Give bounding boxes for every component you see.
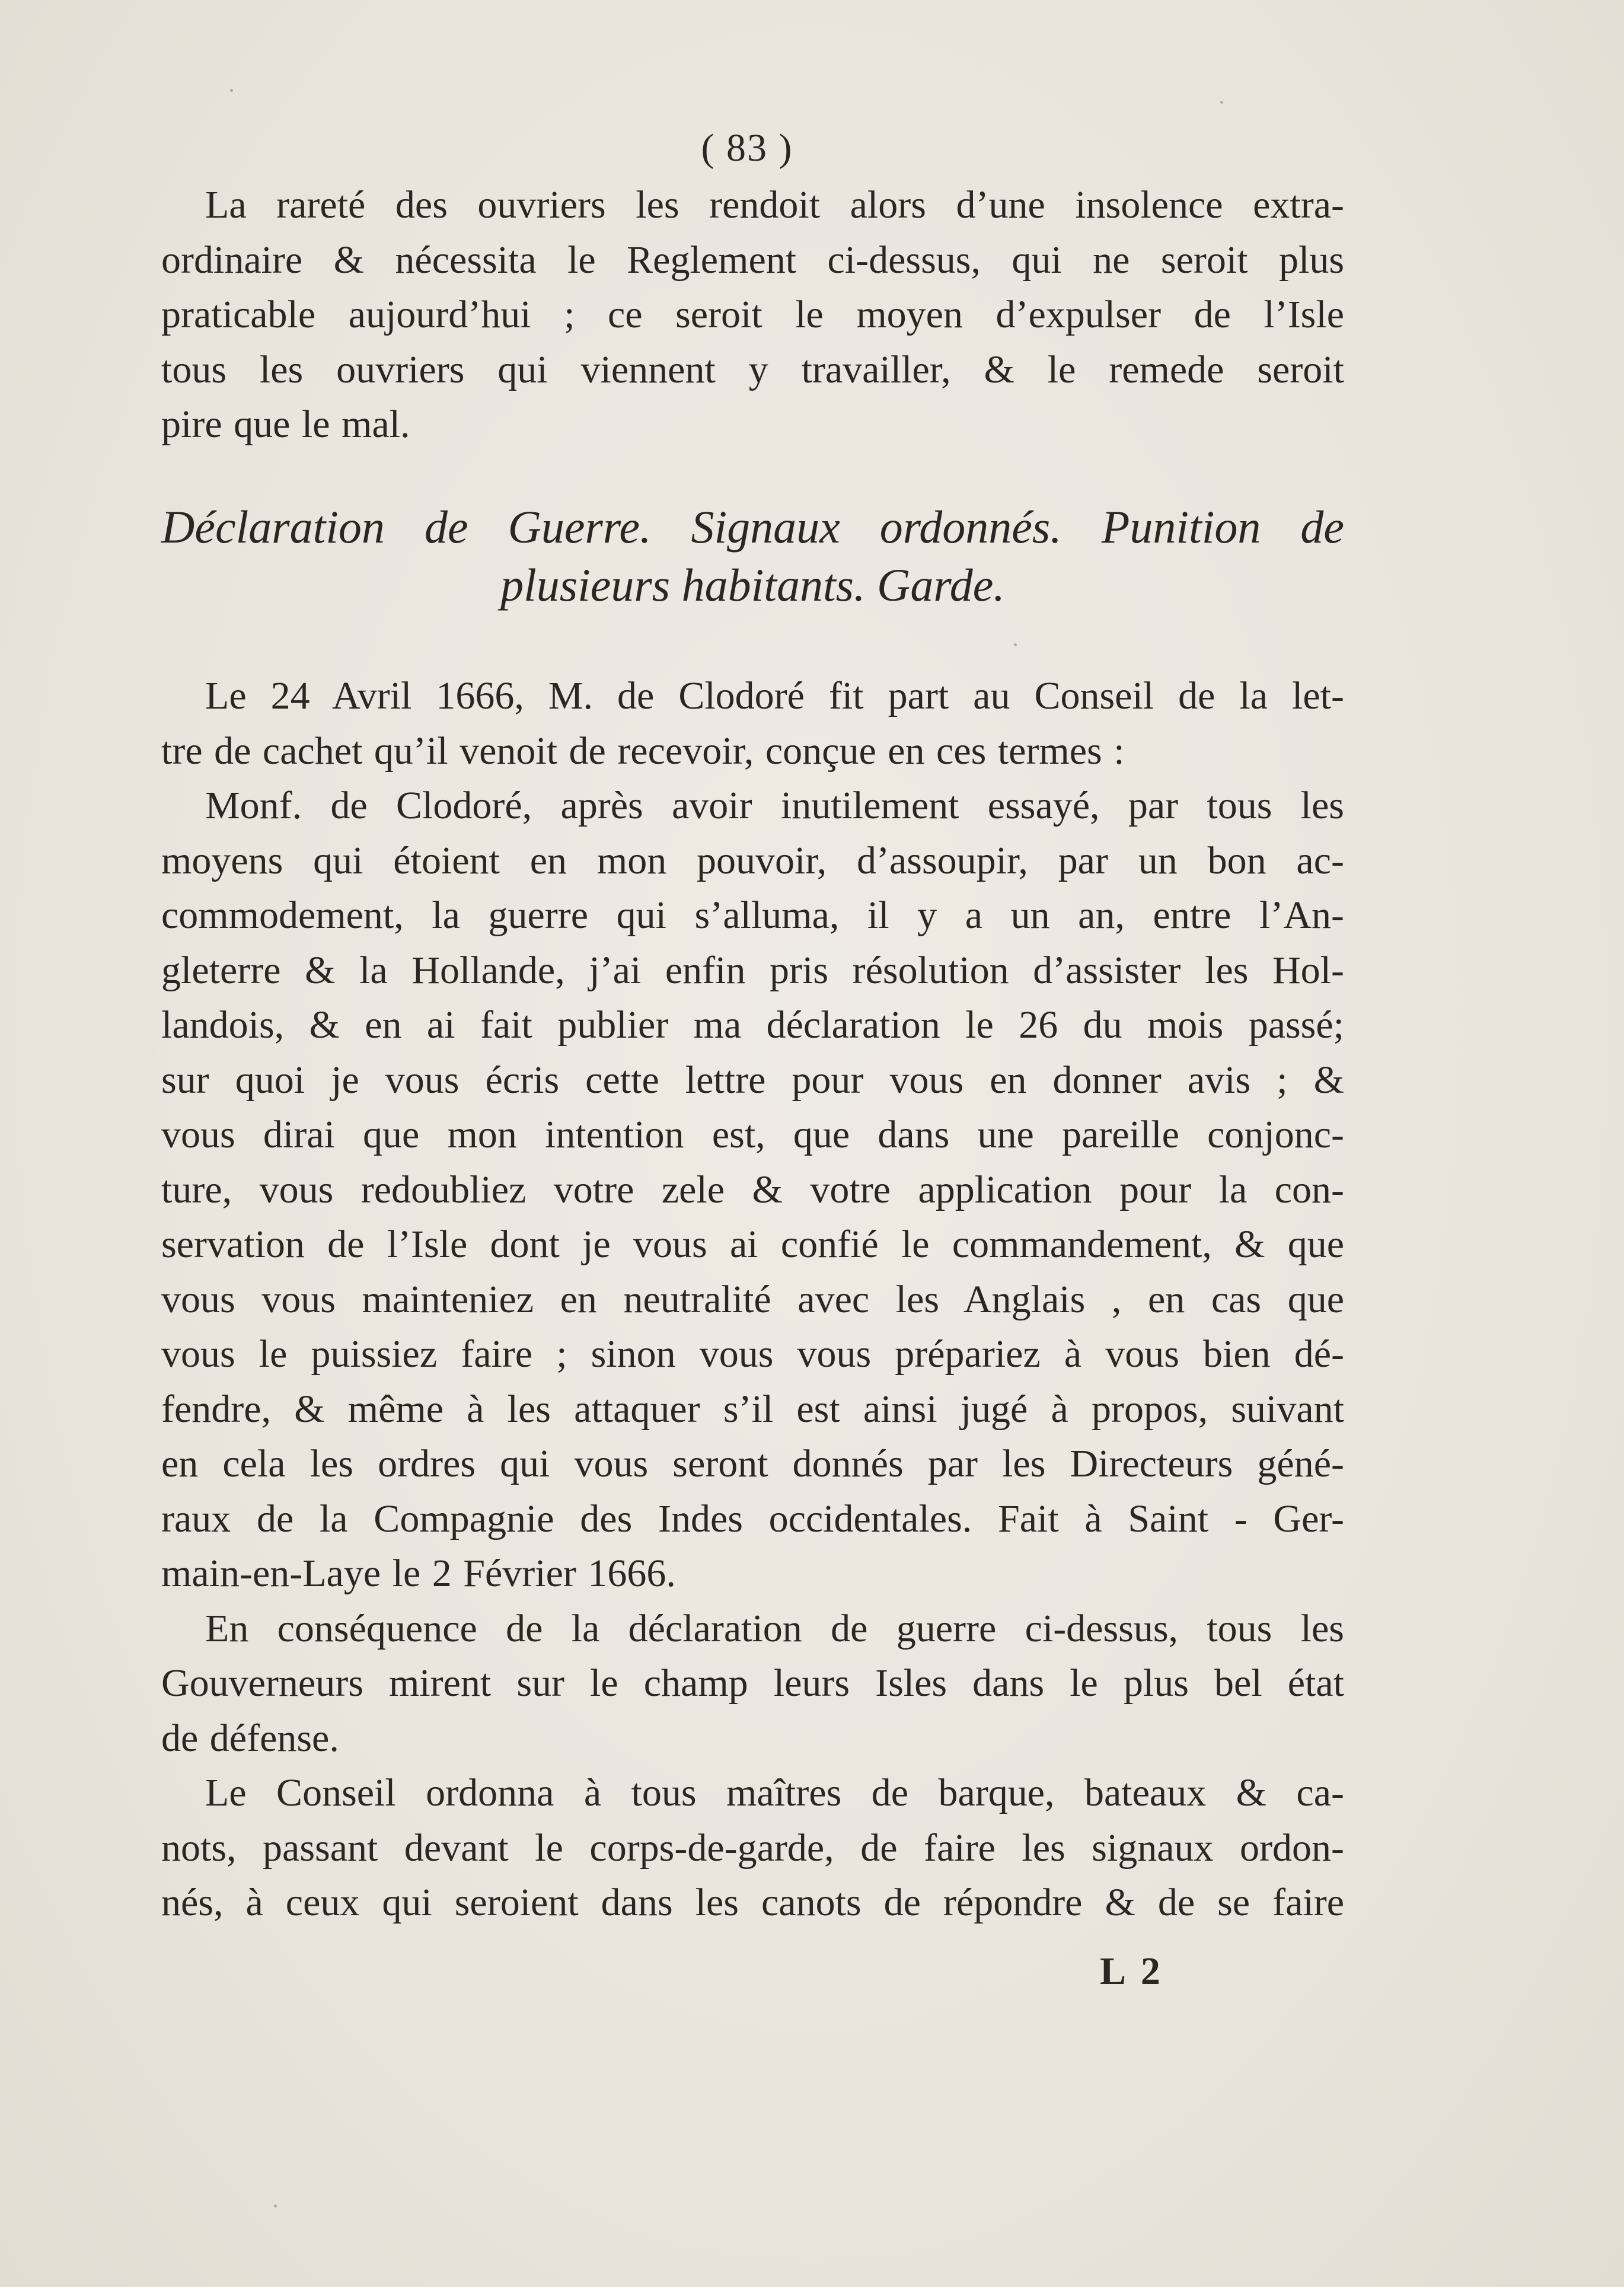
body-text [161, 669, 1344, 1931]
text-line: en cela les ordres qui vous seront donnés par les Directeurs géné- [161, 1442, 1344, 1485]
text-line: gleterre & la Hollande, j’ai enfin pris résolution d’assister les Hol- [161, 948, 1344, 992]
paper-speck [230, 89, 233, 92]
text-line: sur quoi je vous écris cette lettre pour vous en donner avis ; & [161, 1058, 1344, 1102]
paper-speck [1220, 101, 1223, 104]
text-line: La rareté des ouvriers les rendoit alors d’une insolence extra- [205, 183, 1344, 227]
text-line: nés, à ceux qui seroient dans les canots de répondre & de se faire [161, 1881, 1344, 1924]
paper-speck [1014, 643, 1017, 646]
text-line: nots, passant devant le corps-de-garde, de faire les signaux ordon- [161, 1826, 1344, 1870]
text-line: vous le puissiez faire ; sinon vous vous prépariez à vous bien dé- [161, 1332, 1344, 1376]
text-line: ordinaire & nécessita le Reglement ci-dessus, qui ne seroit plus [161, 238, 1344, 282]
text-line: Le Conseil ordonna à tous maîtres de barque, bateaux & ca- [205, 1771, 1344, 1814]
text-line: pire que le mal. [161, 403, 410, 446]
text-line: commodement, la guerre qui s’alluma, il y a un an, entre l’An- [161, 894, 1344, 937]
text-line: moyens qui étoient en mon pouvoir, d’assoupir, par un bon ac- [161, 838, 1344, 882]
section-heading-line: Déclaration de Guerre. Signaux ordonnés. Punition de [161, 501, 1344, 553]
text-line: main-en-Laye le 2 Février 1666. [161, 1552, 676, 1595]
text-line: landois, & en ai fait publier ma déclaration le 26 du mois passé; [161, 1003, 1344, 1047]
text-line: vous vous mainteniez en neutralité avec les Anglais , en cas que [161, 1277, 1344, 1321]
page-number: ( 83 ) [701, 126, 793, 170]
section-heading [161, 498, 1344, 614]
text-line: Le 24 Avril 1666, M. de Clodoré fit part au Conseil de la let- [205, 674, 1344, 717]
text-line: vous dirai que mon intention est, que dans une pareille conjonc- [161, 1113, 1344, 1156]
text-line: raux de la Compagnie des Indes occidentales. Fait à Saint - Ger- [161, 1497, 1344, 1540]
text-line: Monf. de Clodoré, après avoir inutilement essayé, par tous les [205, 784, 1344, 827]
text-line: praticable aujourd’hui ; ce seroit le moyen d’expulser de l’Isle [161, 293, 1344, 336]
text-line: fendre, & même à les attaquer s’il est ainsi jugé à propos, suivant [161, 1387, 1344, 1431]
text-line: tre de cachet qu’il venoit de recevoir, conçue en ces termes : [161, 729, 1125, 773]
text-line: En conséquence de la déclaration de guerre ci-dessus, tous les [205, 1606, 1344, 1650]
opening-paragraph [161, 178, 1344, 452]
text-line: tous les ouvriers qui viennent y travailler, & le remede seroit [161, 347, 1344, 391]
text-line: ture, vous redoubliez votre zele & votre application pour la con- [161, 1168, 1344, 1211]
paper-speck [274, 2205, 277, 2208]
text-line: servation de l’Isle dont je vous ai confié le commandement, & que [161, 1223, 1344, 1266]
signature-mark: L 2 [1100, 1950, 1164, 1993]
text-line: Gouverneurs mirent sur le champ leurs Isles dans le plus bel état [161, 1661, 1344, 1705]
section-heading-line: plusieurs habitants. Garde. [500, 559, 1005, 611]
text-line: de défense. [161, 1716, 339, 1760]
